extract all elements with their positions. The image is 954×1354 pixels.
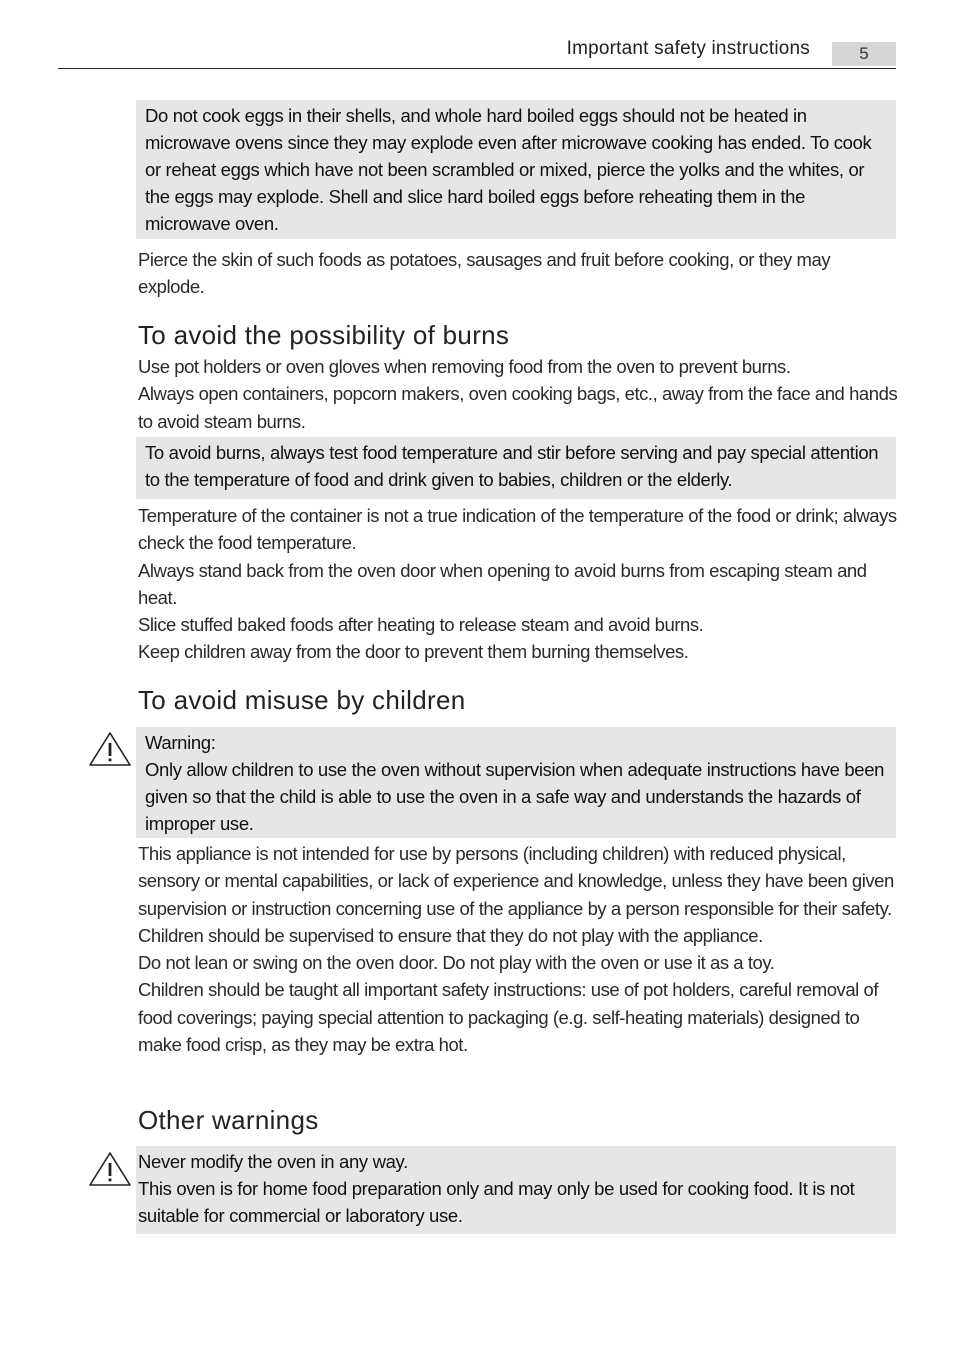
other-warnings-box bbox=[136, 1146, 896, 1234]
burns-para-4: Always stand back from the oven door when opening to avoid burns from escaping steam and heat. bbox=[138, 559, 867, 608]
children-para-3: Do not lean or swing on the oven door. Do not play with the oven or use it as a toy. bbox=[138, 952, 775, 974]
burns-paragraphs-2 bbox=[138, 502, 898, 666]
running-header-title: Important safety instructions bbox=[566, 38, 810, 59]
children-heading: To avoid misuse by children bbox=[138, 685, 466, 715]
burns-para-2: Always open containers, popcorn makers, oven cooking bags, etc., away from the face and hands to avoid steam burns. bbox=[138, 383, 898, 432]
pierce-paragraph bbox=[138, 246, 898, 301]
children-warning-text: Only allow children to use the oven without supervision when adequate instructions have been given so that the child is able to use the oven in a safe way and understands the hazards of improper use. bbox=[145, 759, 885, 834]
warning-triangle-icon bbox=[88, 1150, 132, 1188]
pierce-text: Pierce the skin of such foods as potatoes, sausages and fruit before cooking, or they may explode. bbox=[138, 249, 831, 298]
warning-triangle-icon bbox=[88, 730, 132, 768]
burns-para-3: Temperature of the container is not a true indication of the temperature of the food or drink; always check the food temperature. bbox=[138, 505, 897, 554]
other-warning-line-2: This oven is for home food preparation only and may only be used for cooking food. It is not suitable for commercial or laboratory use. bbox=[138, 1178, 855, 1226]
burns-para-5: Slice stuffed baked foods after heating to release steam and avoid burns. bbox=[138, 614, 704, 636]
children-para-1: This appliance is not intended for use by persons (including children) with reduced physical, sensory or mental capabilities, or lack of experience and knowledge, unless they have been given supervision or instruction concerning use of the appliance by a person responsible for their safety. bbox=[138, 843, 894, 919]
other-warnings-heading: Other warnings bbox=[138, 1105, 319, 1135]
burns-para-6: Keep children away from the door to prevent them burning themselves. bbox=[138, 641, 689, 663]
page-number: 5 bbox=[832, 42, 896, 66]
burns-heading: To avoid the possibility of burns bbox=[138, 320, 510, 350]
eggs-warning-box bbox=[136, 100, 896, 239]
burns-warning-text: To avoid burns, always test food temperature and stir before serving and pay special attention to the temperature of food and drink given to babies, children or the elderly. bbox=[145, 442, 879, 490]
other-warning-line-1: Never modify the oven in any way. bbox=[138, 1151, 408, 1172]
eggs-warning-text: Do not cook eggs in their shells, and whole hard boiled eggs should not be heated in microwave ovens since they may explode even after microwave cooking has ended. To cook or reheat eggs which have not been scrambled or mixed, pierce the yolks and the whites, or the eggs may explode. Shell and slice hard boiled eggs before reheating them in the microwave oven. bbox=[145, 105, 872, 234]
header-rule bbox=[58, 68, 896, 69]
children-warning-box bbox=[136, 727, 896, 838]
children-warning-label: Warning: bbox=[145, 732, 216, 753]
burns-para-1: Use pot holders or oven gloves when removing food from the oven to prevent burns. bbox=[138, 356, 791, 377]
children-para-2: Children should be supervised to ensure that they do not play with the appliance. bbox=[138, 924, 763, 946]
burns-paragraphs-1 bbox=[138, 353, 898, 435]
children-para-4: Children should be taught all important safety instructions: use of pot holders, careful removal of food coverings; paying special attention to packaging (e.g. self-heating materials) designed to make food crisp, as they may be extra hot. bbox=[138, 979, 879, 1056]
children-paragraphs bbox=[138, 840, 898, 1058]
burns-warning-box bbox=[136, 437, 896, 499]
